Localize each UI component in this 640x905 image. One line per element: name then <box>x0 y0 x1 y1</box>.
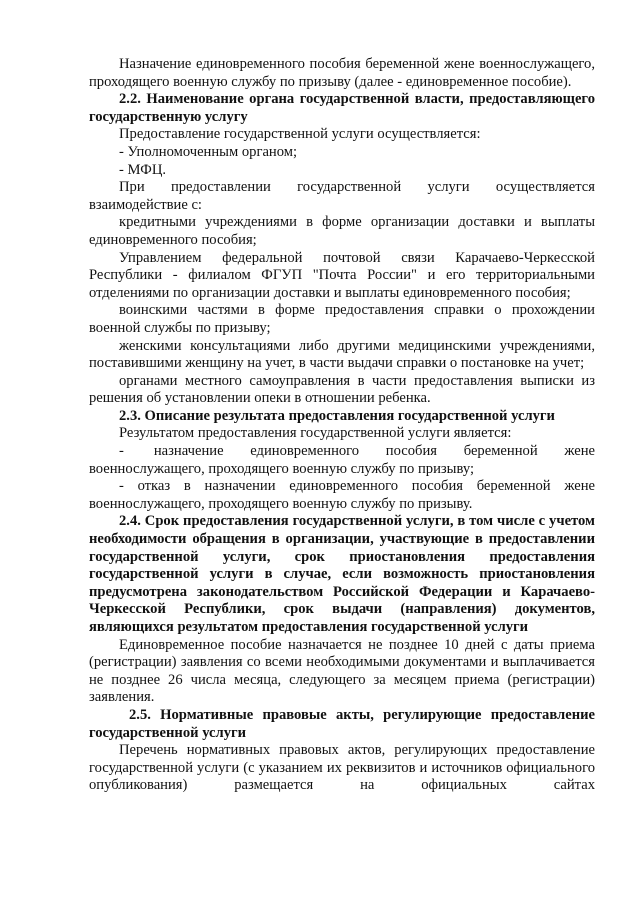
paragraph-medical-consultations: женскими консультациями либо другими медицинскими учреждениями, поставившими женщину на учет, в части выдачи справки о постановке на учет; <box>89 337 595 372</box>
list-item-assignment-text: назначение единовременного пособия беременной жене военнослужащего, проходящего военную службу по призыву; <box>89 443 595 477</box>
list-item-mfc: - МФЦ. <box>119 161 167 178</box>
paragraph-interaction: При предоставлении государственной услуги осуществляется взаимодействие с: <box>89 179 595 213</box>
paragraph-deadline: Единовременное пособие назначается не позднее 10 дней с даты приема (регистрации) заявления со всеми необходимыми документами и выплачивается не позднее 26 числа месяца, следующего за месяцем приема (регистрации) заявления. <box>89 636 595 706</box>
heading-2-3: 2.3. Описание результата предоставления государственной услуги <box>119 407 555 424</box>
paragraph-postal-service: Управлением федеральной почтовой связи Карачаево-Черкесской Республики - филиалом ФГУП "Почта России" и его территориальными отделениями по организации доставки и выплаты единовременного пособия; <box>89 249 595 301</box>
paragraph-purpose: Назначение единовременного пособия беременной жене военнослужащего, проходящего военную службу по призыву (далее - единовременное пособие). <box>89 56 595 90</box>
paragraph-provision: Предоставление государственной услуги осуществляется: <box>119 126 481 143</box>
paragraph-local-government: органами местного самоуправления в части предоставления выписки из решения об установлении опеки в отношении ребенка. <box>89 372 595 407</box>
paragraph-military-units: воинскими частями в форме предоставления справки о прохождении военной службы по призыву; <box>89 302 595 336</box>
paragraph-legal-acts: Перечень нормативных правовых актов, регулирующих предоставление государственной услуги (с указанием их реквизитов и источников официального опубликования) размещается на официальных сайтах <box>89 742 595 794</box>
paragraph-result: Результатом предоставления государственной услуги является: <box>119 425 512 442</box>
paragraph-credit-institutions: кредитными учреждениями в форме организации доставки и выплаты единовременного пособия; <box>89 214 595 248</box>
document-page <box>89 56 595 795</box>
heading-2-5: 2.5. Нормативные правовые акты, регулирующие предоставление государственной услуги <box>89 706 595 741</box>
heading-2-2: 2.2. Наименование органа государственной власти, предоставляющего государственную услугу <box>89 91 595 125</box>
heading-2-4: 2.4. Срок предоставления государственной услуги, в том числе с учетом необходимости обращения в организации, участвующие в предоставлении государственной услуги, срок приостановления предоставления государственной услуги в случае, если возможность приостановления предусмотрена законодательством Российской Федерации и Карачаево-Черкесской Республики, срок выдачи (направления) документов, являющихся результатом предоставления государственной услуги <box>89 513 595 635</box>
list-item-assignment <box>89 443 595 478</box>
list-item-authorized-body: - Уполномоченным органом; <box>119 143 298 160</box>
list-item-refusal: - отказ в назначении единовременного пособия беременной жене военнослужащего, проходящего военную службу по призыву. <box>89 478 595 512</box>
list-dash: - <box>119 443 124 460</box>
